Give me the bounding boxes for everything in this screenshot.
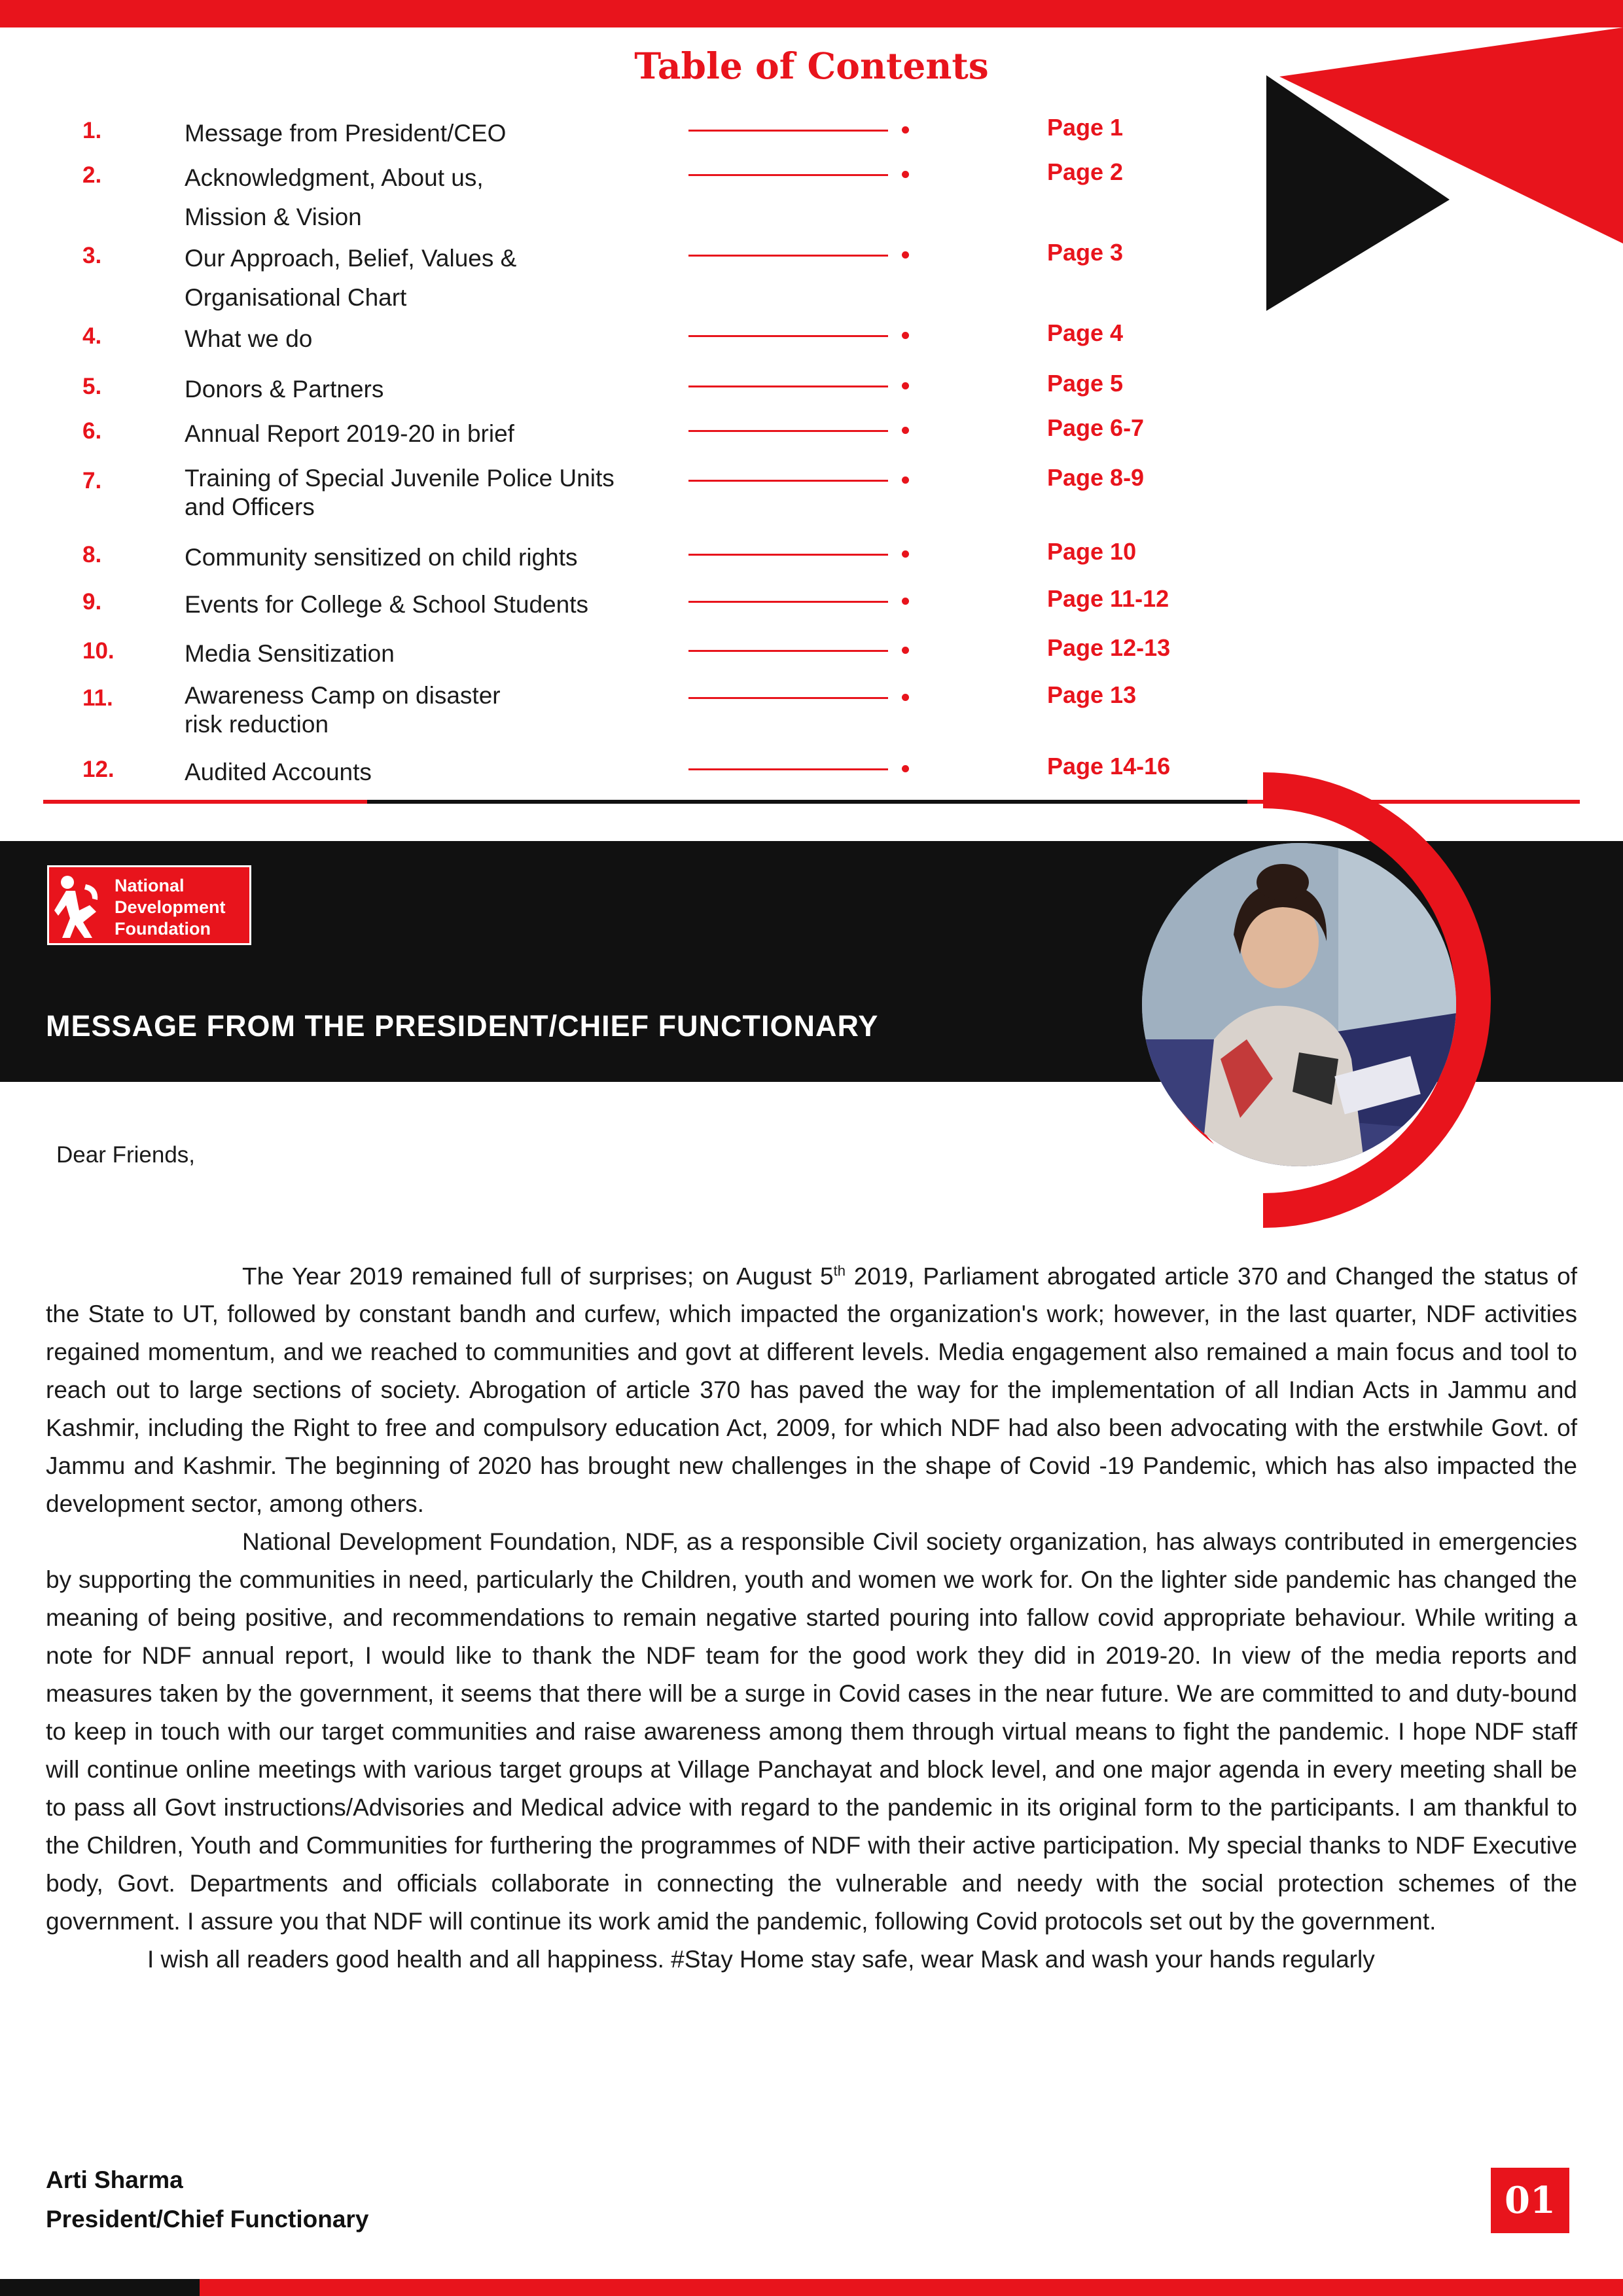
toc-item-page: Page 13 — [1047, 681, 1137, 708]
toc-leader-dot — [902, 598, 909, 605]
letter-paragraph — [46, 1523, 1577, 1941]
toc-item-number: 2. — [82, 162, 102, 188]
toc-item-number: 10. — [82, 638, 115, 664]
divider-red-left — [43, 800, 367, 804]
toc-leader-dot — [902, 171, 909, 178]
toc-leader-line — [688, 697, 888, 699]
letter-paragraph-text: 2019, Parliament abrogated article 370 and Changed the status of the State to UT, followed by constant bandh and curfew, which impacted the organization's work; however, in the last quarter, NDF activities regained momentum, and we reached to communities and govt at different levels. Media engagement also remained a main focus and tool to reach out to large sections of society. Abrogation of article 370 has paved the way for the implementation of all Indian Acts in Jammu and Kashmir, including the Right to free and compulsory education Act, 2009, for which NDF had also been advocating with the erstwhile Govt. of Jammu and Kashmir. The beginning of 2020 has brought new challenges in the shape of Covid -19 Pandemic, which has also impacted the development sector, among others. — [46, 1263, 1577, 1518]
toc-item-number: 11. — [82, 685, 113, 711]
toc-item-title: What we do — [185, 325, 313, 352]
signature-name: Arti Sharma — [46, 2166, 183, 2193]
top-red-bar — [0, 0, 1623, 27]
toc-item-number: 4. — [82, 323, 102, 349]
toc-leader-line — [688, 480, 888, 482]
toc-item-number: 7. — [82, 468, 102, 493]
logo-line: Foundation — [115, 919, 211, 939]
logo-line: Development — [115, 897, 226, 917]
toc-leader-line — [688, 255, 888, 257]
toc-item-title: Our Approach, Belief, Values & Organisational Chart — [185, 245, 517, 311]
toc-leader-line — [688, 335, 888, 337]
banner-title: MESSAGE FROM THE PRESIDENT/CHIEF FUNCTIONARY — [46, 1009, 879, 1043]
toc-item-page: Page 1 — [1047, 114, 1124, 141]
toc-leader-dot — [902, 251, 909, 259]
bottom-red-bar — [200, 2279, 1623, 2296]
toc-leader-dot — [902, 694, 909, 701]
toc-item-number: 3. — [82, 243, 102, 268]
toc-item-page: Page 8-9 — [1047, 464, 1145, 491]
logo-line: National — [115, 876, 185, 895]
toc-leader-dot — [902, 332, 909, 339]
toc-leader-line — [688, 650, 888, 652]
ndf-logo — [47, 865, 251, 945]
toc-item-number: 12. — [82, 757, 115, 782]
toc-item-page: Page 3 — [1047, 239, 1124, 266]
president-portrait — [1142, 843, 1456, 1166]
toc-leader-line — [688, 174, 888, 176]
toc-item-number: 6. — [82, 418, 102, 444]
toc-item-title: Message from President/CEO — [185, 120, 507, 147]
toc-item-page: Page 4 — [1047, 319, 1124, 346]
toc-leader-line — [688, 601, 888, 603]
toc-item-title: Annual Report 2019-20 in brief — [185, 420, 514, 447]
toc-item-page: Page 10 — [1047, 538, 1137, 565]
toc-item-title: Donors & Partners — [185, 376, 384, 403]
letter-paragraph-text: National Development Foundation, NDF, as a responsible Civil society organization, has always contributed in emergencies by supporting the communities in need, particularly the Children, youth and women we work for. On the lighter side pandemic has changed the meaning of being positive, and recommendations to remain negative started pouring into fallow covid appropriate behaviour. While writing a note for NDF annual report, I would like to thank the NDF team for the good work they did in 2019-20. In view of the media reports and measures taken by the government, it seems that there will be a surge in Covid cases in the near future. We are committed to and duty-bound to keep in touch with our target communities and raise awareness among them through virtual means to fight the pandemic. I hope NDF staff will continue online meetings with various target groups at Village Panchayat and block level, and one major agenda in every meeting shall be to pass all Govt instructions/Advisories and Medical advice with regard to the pandemic in its original form to the participants. I am thankful to the Children, Youth and Communities for furthering the programmes of NDF with their active participation. My special thanks to NDF Executive body, Govt. Departments and officials collaborate in connecting the vulnerable and needy with the social protection schemes of the government. I assure you that NDF will continue its work amid the pandemic, following Covid protocols set out by the government. — [46, 1528, 1577, 1935]
toc-item[interactable] — [0, 239, 1623, 311]
toc-leader-line — [688, 554, 888, 556]
toc-leader-line — [688, 130, 888, 132]
toc-item-title: Training of Special Juvenile Police Units and Officers — [185, 465, 615, 520]
toc-item-title: Media Sensitization — [185, 640, 395, 667]
ndf-logo-figure-icon — [53, 872, 105, 941]
toc-item-title: Awareness Camp on disaster risk reduction — [185, 682, 501, 738]
signature-role: President/Chief Functionary — [46, 2206, 369, 2233]
toc-item-page: Page 11-12 — [1047, 585, 1169, 612]
toc-leader-dot — [902, 427, 909, 434]
toc-item-title: Acknowledgment, About us, Mission & Vision — [185, 164, 484, 230]
toc-item-page: Page 6-7 — [1047, 414, 1145, 441]
toc-leader-dot — [902, 126, 909, 134]
letter-paragraph-text: The Year 2019 remained full of surprises; on August 5 — [242, 1263, 834, 1290]
toc-leader-dot — [902, 476, 909, 484]
toc-item-number: 9. — [82, 589, 102, 615]
toc-leader-dot — [902, 765, 909, 772]
toc-leader-dot — [902, 382, 909, 389]
toc-item-page: Page 12-13 — [1047, 634, 1171, 661]
bottom-black-bar — [0, 2279, 200, 2296]
toc-leader-line — [688, 386, 888, 387]
toc-item-page: Page 2 — [1047, 158, 1124, 185]
toc-item[interactable] — [0, 681, 1623, 738]
toc-item-page: Page 14-16 — [1047, 753, 1171, 780]
toc-item[interactable] — [0, 464, 1623, 520]
toc-item-page: Page 5 — [1047, 370, 1124, 397]
portrait-illustration — [1142, 843, 1456, 1166]
toc-item[interactable] — [0, 414, 1623, 471]
letter-greeting: Dear Friends, — [56, 1142, 196, 1168]
toc-item[interactable] — [0, 158, 1623, 230]
toc-item[interactable] — [0, 585, 1623, 641]
superscript: th — [833, 1263, 846, 1279]
toc-leader-line — [688, 430, 888, 432]
toc-item-number: 8. — [82, 542, 102, 567]
letter-body — [46, 1252, 1577, 1979]
toc-item-title: Events for College & School Students — [185, 591, 589, 618]
toc-item-title: Audited Accounts — [185, 759, 372, 785]
toc-leader-line — [688, 768, 888, 770]
toc-leader-dot — [902, 647, 909, 654]
toc-item-title: Community sensitized on child rights — [185, 544, 578, 571]
toc-item-number: 5. — [82, 374, 102, 399]
ndf-logo-text — [115, 875, 252, 940]
toc-leader-dot — [902, 550, 909, 558]
letter-closing: I wish all readers good health and all happiness. #Stay Home stay safe, wear Mask and wash your hands regularly — [147, 1946, 1375, 1973]
letter-paragraph — [46, 1252, 1577, 1523]
toc-item[interactable] — [0, 319, 1623, 376]
page-number: 01 — [1491, 2168, 1569, 2233]
toc-item-number: 1. — [82, 118, 102, 143]
toc-title: Table of Contents — [634, 45, 989, 87]
